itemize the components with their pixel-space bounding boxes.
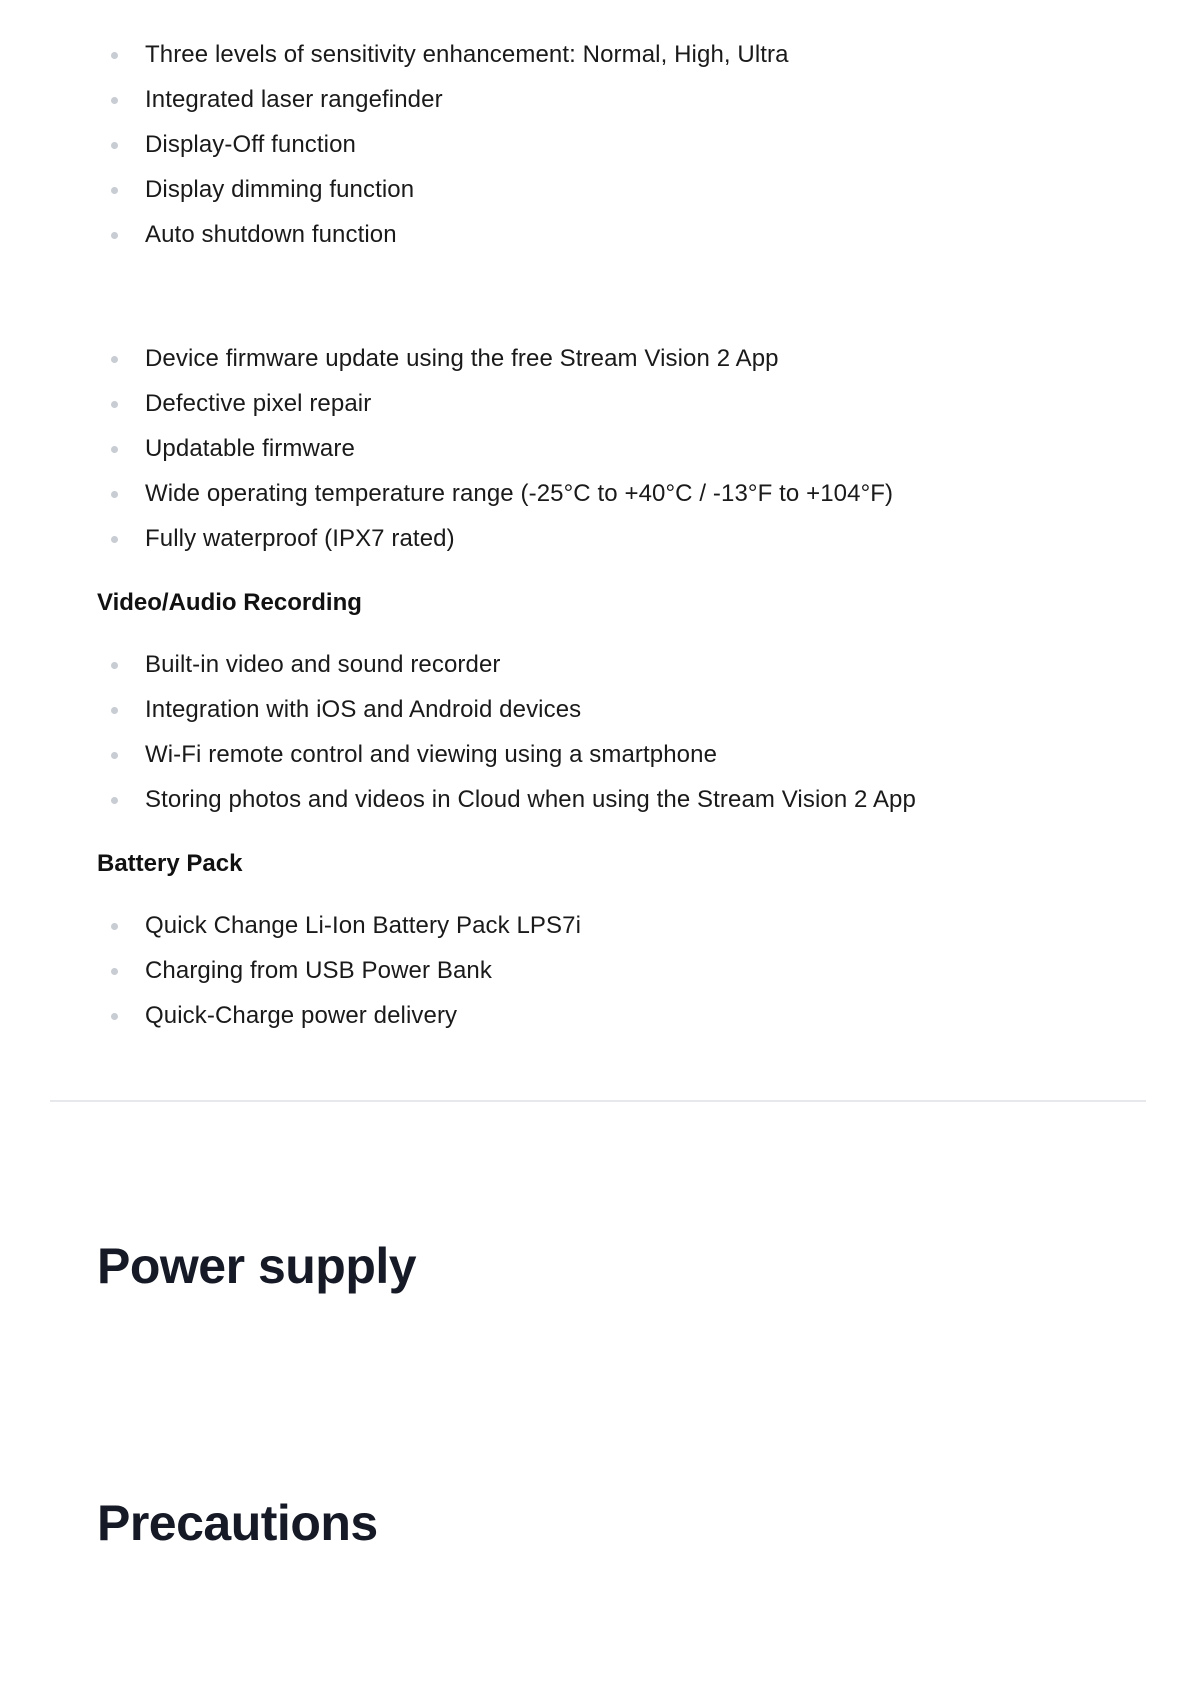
- list-item-text: Quick-Charge power delivery: [145, 1002, 458, 1029]
- bullet-icon: [111, 1013, 118, 1020]
- list-item-text: Integration with iOS and Android devices: [145, 696, 582, 723]
- bullet-icon: [111, 97, 118, 104]
- bullet-icon: [111, 536, 118, 543]
- video-audio-heading: Video/Audio Recording: [97, 589, 362, 616]
- list-item-text: Quick Change Li-Ion Battery Pack LPS7i: [145, 912, 582, 939]
- bullet-icon: [111, 707, 118, 714]
- bullet-icon: [111, 52, 118, 59]
- bullet-icon: [111, 142, 118, 149]
- battery-pack-heading: Battery Pack: [97, 850, 243, 877]
- bullet-icon: [111, 401, 118, 408]
- list-item-text: Display-Off function: [145, 131, 356, 158]
- list-item-text: Display dimming function: [145, 176, 415, 203]
- bullet-icon: [111, 491, 118, 498]
- section-divider: [50, 1100, 1146, 1102]
- list-item-text: Defective pixel repair: [145, 390, 372, 417]
- bullet-icon: [111, 752, 118, 759]
- bullet-icon: [111, 187, 118, 194]
- bullet-icon: [111, 968, 118, 975]
- list-item-text: Wi-Fi remote control and viewing using a smartphone: [145, 741, 718, 768]
- bullet-icon: [111, 923, 118, 930]
- list-item-text: Charging from USB Power Bank: [145, 957, 492, 984]
- list-item-text: Device firmware update using the free Stream Vision 2 App: [145, 345, 779, 372]
- list-item-text: Fully waterproof (IPX7 rated): [145, 525, 455, 552]
- list-item-text: Storing photos and videos in Cloud when using the Stream Vision 2 App: [145, 786, 916, 813]
- bullet-icon: [111, 446, 118, 453]
- list-item-text: Updatable firmware: [145, 435, 355, 462]
- list-item-text: Auto shutdown function: [145, 221, 397, 248]
- list-item-text: Built-in video and sound recorder: [145, 651, 501, 678]
- power-supply-title: Power supply: [97, 1238, 417, 1294]
- list-item-text: Integrated laser rangefinder: [145, 86, 443, 113]
- list-item-text: Wide operating temperature range (-25°C to +40°C / -13°F to +104°F): [145, 480, 894, 507]
- bullet-icon: [111, 356, 118, 363]
- bullet-icon: [111, 797, 118, 804]
- bullet-icon: [111, 662, 118, 669]
- list-item-text: Three levels of sensitivity enhancement: Normal, High, Ultra: [145, 41, 789, 68]
- precautions-title: Precautions: [97, 1495, 378, 1551]
- bullet-icon: [111, 232, 118, 239]
